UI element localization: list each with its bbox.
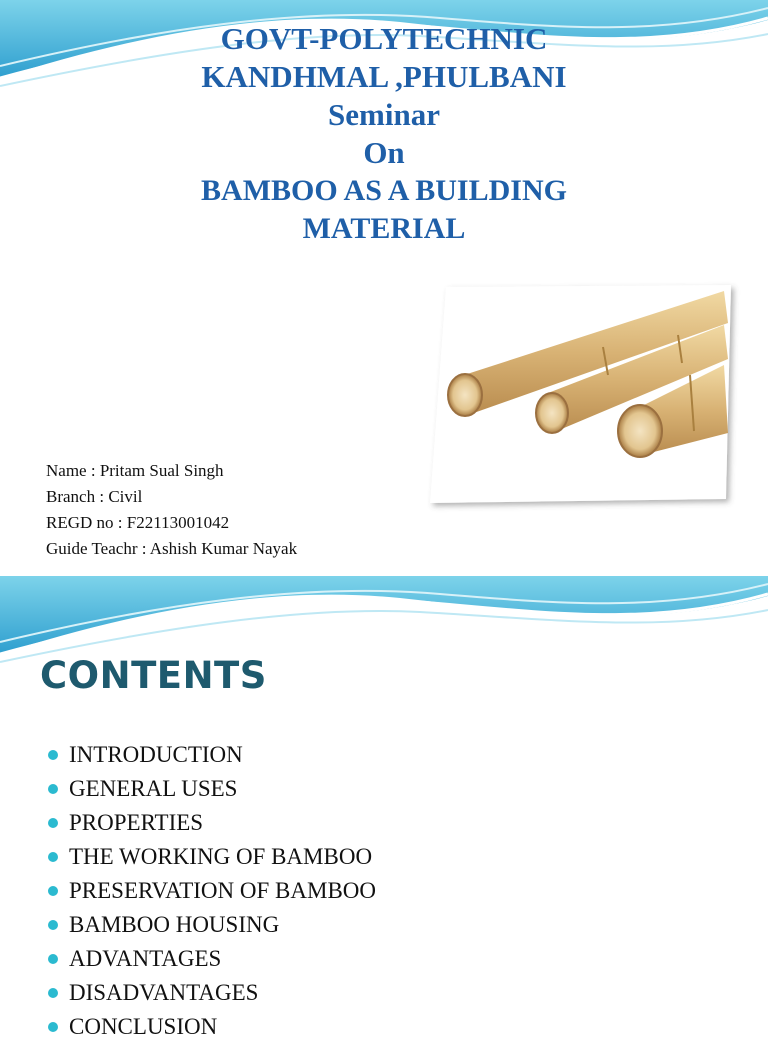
bullet-icon [48,920,58,930]
list-item-label: DISADVANTAGES [69,980,259,1005]
bullet-icon [48,818,58,828]
bullet-icon [48,750,58,760]
bullet-icon [48,1022,58,1032]
list-item-label: INTRODUCTION [69,742,243,767]
list-item [48,976,376,1010]
list-item-label: PRESERVATION OF BAMBOO [69,878,377,903]
list-item [48,772,376,806]
bullet-icon [48,954,58,964]
title-line-seminar: Seminar [328,97,440,132]
list-item-label: PROPERTIES [69,810,204,835]
bullet-icon [48,988,58,998]
bullet-icon [48,784,58,794]
list-item [48,874,376,908]
title-line-topic: BAMBOO AS A BUILDING [201,174,567,207]
contents-list [48,738,376,1044]
title-line-location: KANDHMAL ,PHULBANI [201,59,567,94]
contents-heading: CONTENTS [40,654,267,697]
bullet-icon [48,852,58,862]
list-item-label: ADVANTAGES [69,946,222,971]
list-item-label: CONCLUSION [69,1014,218,1039]
list-item [48,942,376,976]
bullet-icon [48,886,58,896]
student-guide: Guide Teachr : Ashish Kumar Nayak [46,539,298,558]
title-line-college: GOVT-POLYTECHNIC [220,21,548,56]
student-regd: REGD no : F22113001042 [46,513,230,532]
list-item [48,738,376,772]
list-item [48,840,376,874]
list-item [48,806,376,840]
list-item [48,908,376,942]
contents-slide [0,576,768,1039]
title-line-on: On [363,135,405,170]
header-wave-decoration [0,576,768,666]
student-info [40,458,426,562]
list-item-label: THE WORKING OF BAMBOO [69,844,373,869]
slide-title [0,20,768,248]
bamboo-image [428,283,733,505]
list-item-label: GENERAL USES [69,776,238,801]
list-item-label: BAMBOO HOUSING [69,912,280,937]
title-line-topic-end: MATERIAL [302,212,466,245]
student-branch: Branch : Civil [46,487,143,506]
student-name: Name : Pritam Sual Singh [46,461,224,480]
list-item [48,1010,376,1044]
